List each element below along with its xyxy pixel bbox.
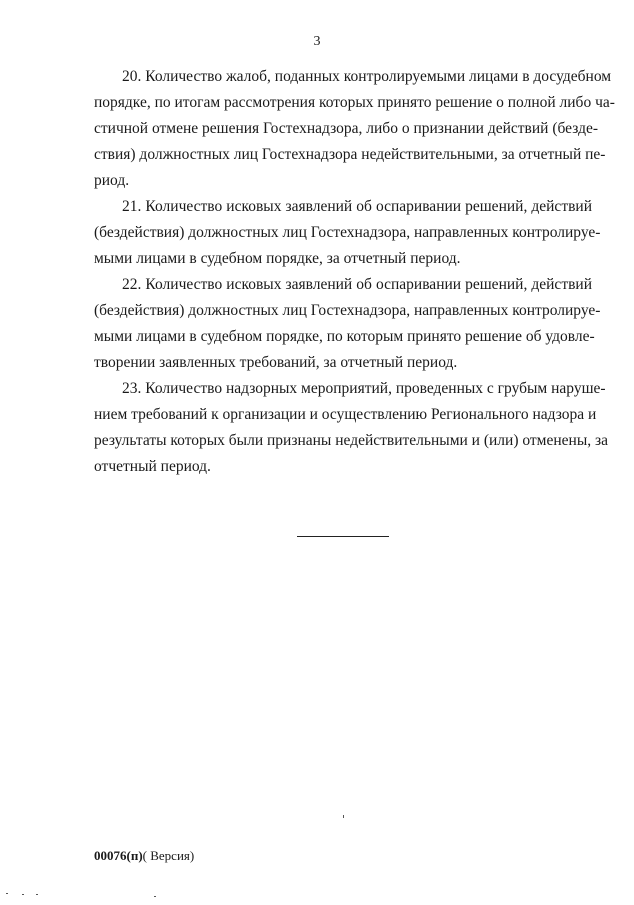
scan-speck [343, 815, 344, 818]
text-line: ствия) должностных лиц Гостехнадзора недействительными, за отчетный пе- [94, 146, 606, 163]
text-line: (бездействия) должностных лиц Гостехнадзора, направленных контролируе- [94, 302, 601, 319]
scan-speck [22, 894, 24, 895]
text-line: 22. Количество исковых заявлений об оспаривании решений, действий [122, 276, 592, 293]
text-line: отчетный период. [94, 458, 211, 475]
text-line: 21. Количество исковых заявлений об оспаривании решений, действий [122, 198, 592, 215]
paragraph-21 [94, 194, 601, 272]
document-code-version: ( Версия) [142, 848, 195, 863]
paragraph-20 [94, 64, 615, 194]
document-code-number: 00076(п) [94, 848, 143, 863]
text-line: (бездействия) должностных лиц Гостехнадзора, направленных контролируе- [94, 224, 601, 241]
text-line: 20. Количество жалоб, поданных контролируемыми лицами в досудебном [122, 68, 612, 85]
document-code [94, 848, 194, 864]
text-line: результаты которых были признаны недействительными и (или) отменены, за [94, 432, 609, 449]
paragraph-23 [94, 376, 609, 480]
text-line: творении заявленных требований, за отчетный период. [94, 354, 458, 371]
paragraph-22 [94, 272, 601, 376]
text-line: мыми лицами в судебном порядке, за отчетный период. [94, 250, 461, 267]
text-line: нием требований к организации и осуществлению Регионального надзора и [94, 406, 597, 423]
page-number: 3 [313, 34, 321, 49]
text-line: риод. [94, 172, 130, 189]
scan-speck [154, 896, 156, 897]
end-separator-line [297, 536, 389, 537]
text-line: стичной отмене решения Гостехнадзора, либо о признании действий (безде- [94, 120, 599, 137]
text-line: порядке, по итогам рассмотрения которых принято решение о полной либо ча- [94, 94, 615, 111]
scan-speck [6, 893, 8, 894]
text-line: мыми лицами в судебном порядке, по которым принято решение об удовле- [94, 328, 595, 345]
text-line: 23. Количество надзорных мероприятий, проведенных с грубым наруше- [122, 380, 606, 397]
document-body [94, 64, 615, 480]
scan-speck [36, 894, 38, 895]
